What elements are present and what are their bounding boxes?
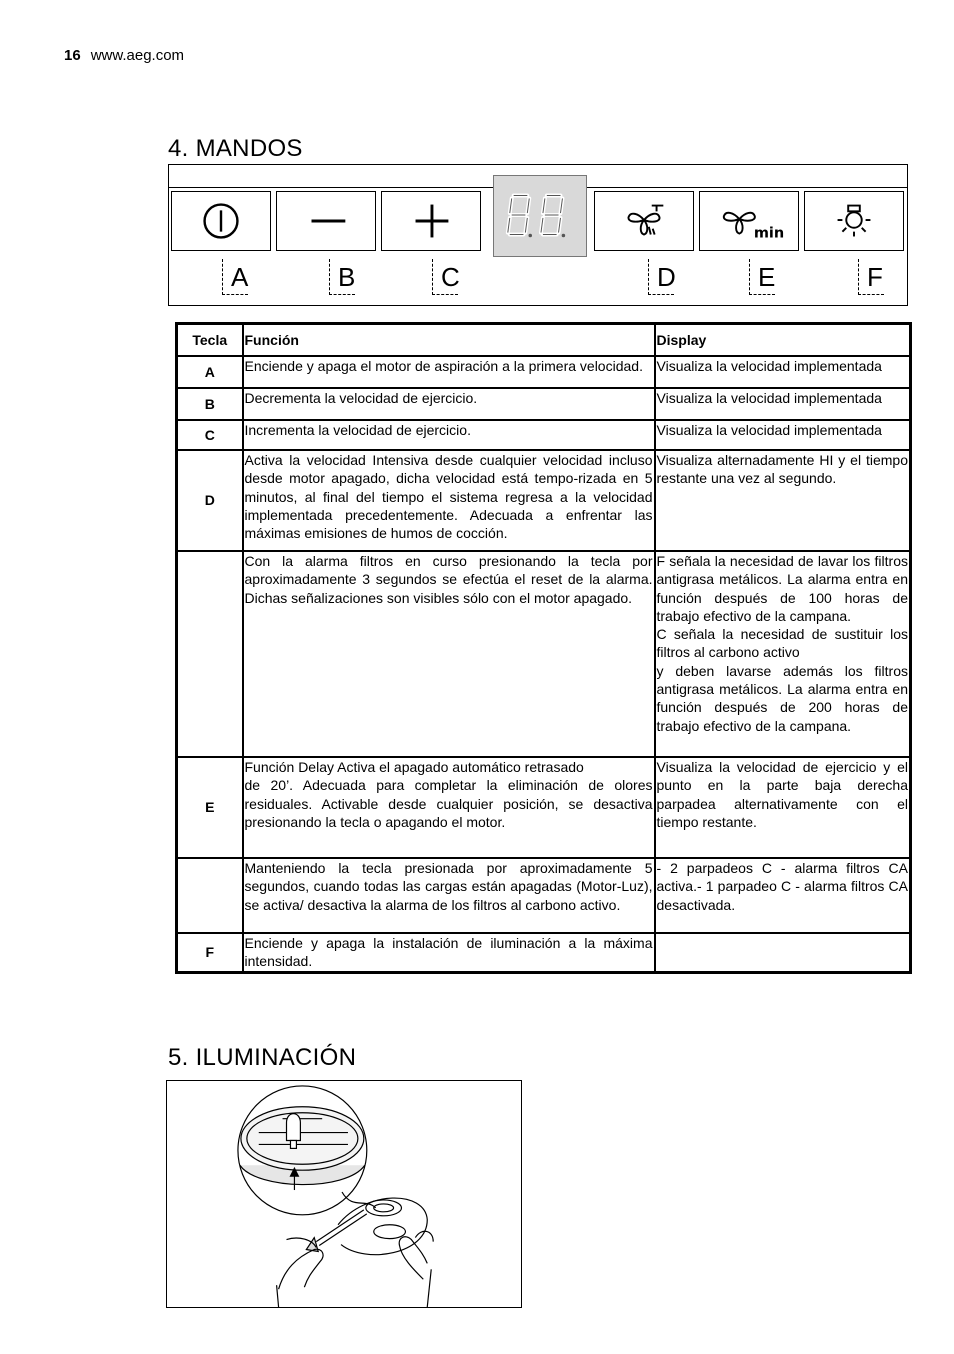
cell-key: D — [177, 450, 243, 551]
callout-c — [432, 259, 472, 297]
section-title-mandos: 4. MANDOS — [168, 135, 303, 162]
key-f-light — [804, 191, 904, 251]
section-title-iluminacion: 5. ILUMINACIÓN — [168, 1044, 357, 1071]
segment-display — [493, 175, 587, 257]
callout-a — [222, 259, 262, 297]
cell-function: Enciende y apaga el motor de aspiración a la primera velocidad. — [243, 356, 655, 388]
cell-key: F — [177, 933, 243, 972]
callout-e — [749, 259, 789, 297]
table-row — [177, 450, 911, 551]
cell-function: Enciende y apaga la instalación de iluminación a la máxima intensidad. — [243, 933, 655, 972]
fan-min-icon — [700, 192, 798, 250]
cell-key: C — [177, 420, 243, 450]
table-row — [177, 420, 911, 450]
key-b-minus — [276, 191, 376, 251]
minus-icon — [277, 192, 375, 250]
page-number: 16 — [64, 47, 81, 64]
cell-key — [177, 858, 243, 933]
cell-key — [177, 551, 243, 757]
cell-display: Visualiza alternadamente HI y el tiempo restante una vez al segundo. — [655, 450, 911, 551]
callout-letter-e: E — [758, 262, 776, 292]
cell-display — [655, 933, 911, 972]
key-a-power — [171, 191, 271, 251]
callout-letter-c: C — [441, 262, 460, 292]
cell-display: - 2 parpadeos C - alarma filtros CA activa.- 1 parpadeo C - alarma filtros CA desactivada. — [655, 858, 911, 933]
table-row — [177, 388, 911, 420]
site-url: www.aeg.com — [90, 47, 185, 64]
cell-display: F señala la necesidad de lavar los filtros antigrasa metálicos. La alarma entra en función después de 100 horas de trabajo efectivo de la campana. C señala la necesidad de sustituir los filtros al carbono activo y deben lavarse además los filtros antigrasa metálicos. La alarma entra en función después de 200 horas de trabajo efectivo de la campana. — [655, 551, 911, 757]
cell-function: Incrementa la velocidad de ejercicio. — [243, 420, 655, 450]
cell-function: Activa la velocidad Intensiva desde cualquier velocidad incluso desde motor apagado, dicha velocidad está tempo-rizada en 5 minutos, al final del tiempo el sistema regresa a la velocidad implementada precedentemente. Adecuada a enfrentar las máximas emisiones de humos de cocción. — [243, 450, 655, 551]
key-e-fan-min — [699, 191, 799, 251]
table-row — [177, 933, 911, 972]
light-icon — [805, 192, 903, 250]
table-row — [177, 757, 911, 858]
cell-function: Con la alarma filtros en curso presionando la tecla por aproximadamente 3 segundos se efectúa el reset de la alarma. Dichas señalizaciones son visibles sólo con el motor apagado. — [243, 551, 655, 757]
control-panel-figure — [168, 164, 908, 306]
header-key: Tecla — [177, 324, 243, 357]
callout-d — [648, 259, 688, 297]
power-icon — [172, 192, 270, 250]
lamp-replacement-figure — [166, 1080, 522, 1308]
controls-table — [175, 322, 912, 974]
lamp-replacement-illustration-icon — [167, 1081, 521, 1307]
cell-function: Función Delay Activa el apagado automático retrasado de 20’. Adecuada para completar la eliminación de olores residuales. Activable desde cualquier posición, se desactiva presionando la tecla o apagando el motor. — [243, 757, 655, 858]
cell-display: Visualiza la velocidad implementada — [655, 388, 911, 420]
cell-key: A — [177, 356, 243, 388]
callout-letter-d: D — [657, 262, 676, 292]
callout-letter-a: A — [231, 262, 249, 292]
table-row — [177, 858, 911, 933]
table-row — [177, 356, 911, 388]
callout-f — [858, 259, 898, 297]
key-d-fan-intensive — [594, 191, 694, 251]
seven-segment-display-icon — [494, 176, 586, 256]
header-display: Display — [655, 324, 911, 357]
table-header-row — [177, 324, 911, 357]
callout-b — [329, 259, 369, 297]
table-row — [177, 551, 911, 757]
cell-key: E — [177, 757, 243, 858]
cell-display: Visualiza la velocidad implementada — [655, 356, 911, 388]
fan-intensive-icon — [595, 192, 693, 250]
page-header — [64, 47, 184, 64]
key-c-plus — [381, 191, 481, 251]
callout-letter-f: F — [867, 262, 883, 292]
header-function: Función — [243, 324, 655, 357]
cell-display: Visualiza la velocidad implementada — [655, 420, 911, 450]
callout-letter-b: B — [338, 262, 356, 292]
plus-icon — [382, 192, 480, 250]
cell-function: Decrementa la velocidad de ejercicio. — [243, 388, 655, 420]
cell-function: Manteniendo la tecla presionada por aproximadamente 5 segundos, cuando todas las cargas están apagadas (Motor-Luz), se activa/ desactiva la alarma de los filtros al carbono activo. — [243, 858, 655, 933]
fan-min-label: min — [753, 225, 785, 242]
cell-key: B — [177, 388, 243, 420]
cell-display: Visualiza la velocidad de ejercicio y el punto en la parte baja derecha parpadea alternativamente con el tiempo restante. — [655, 757, 911, 858]
